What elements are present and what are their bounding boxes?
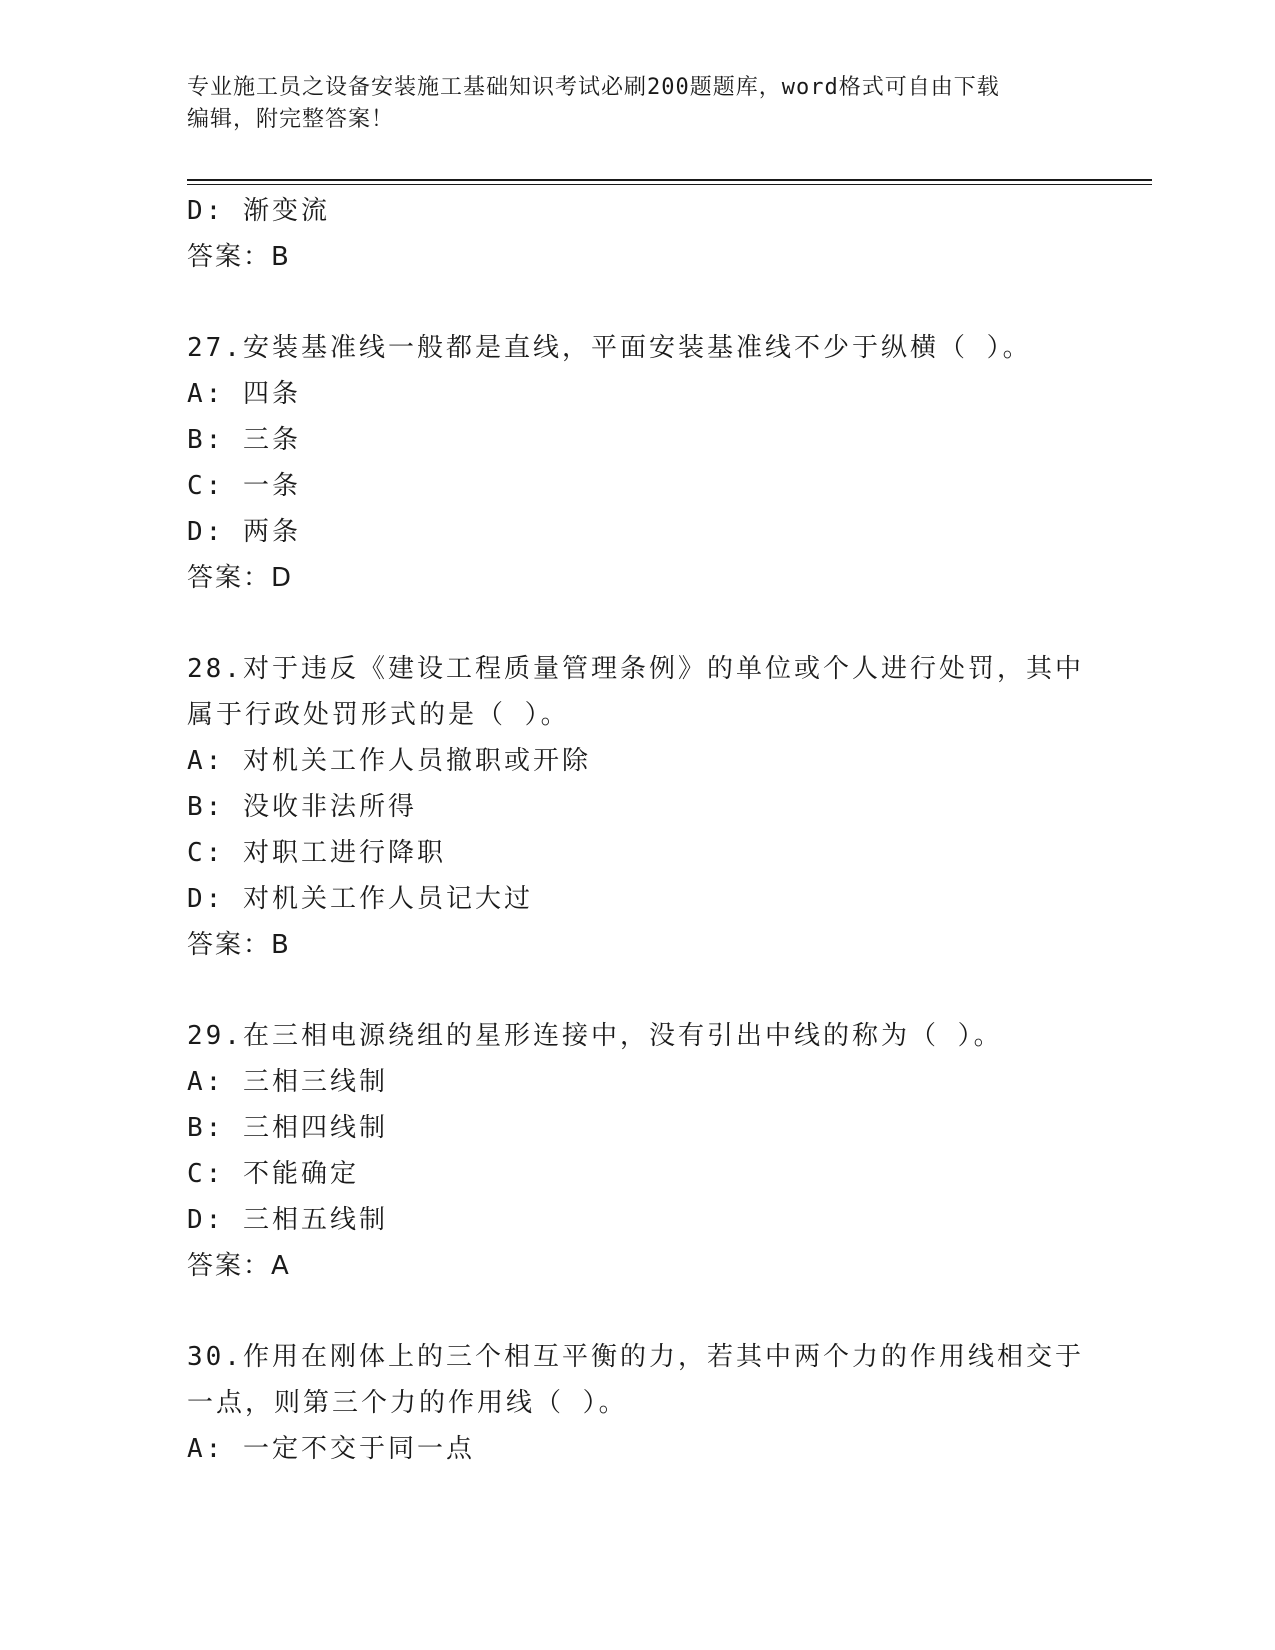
option-c: C: 对职工进行降职: [187, 838, 446, 868]
header-title-line-1: 专业施工员之设备安装施工基础知识考试必刷200题题库，word格式可自由下载: [187, 75, 1000, 100]
option-d: D: 三相五线制: [187, 1205, 388, 1235]
answer-line: 答案：B: [187, 242, 291, 272]
question-29: [187, 1013, 1087, 1289]
answer-line: 答案：B: [187, 930, 291, 960]
option-b: B: 三条: [187, 425, 301, 455]
option-c: C: 一条: [187, 471, 301, 501]
question-text: 28.对于违反《建设工程质量管理条例》的单位或个人进行处罚，其中: [187, 654, 1084, 684]
question-text: 29.在三相电源绕组的星形连接中，没有引出中线的称为（ ）。: [187, 1021, 1003, 1051]
question-text: 30.作用在刚体上的三个相互平衡的力，若其中两个力的作用线相交于: [187, 1342, 1084, 1372]
question-text: 27.安装基准线一般都是直线，平面安装基准线不少于纵横（ ）。: [187, 333, 1032, 363]
option-d: D: 两条: [187, 517, 301, 547]
question-text-cont: 属于行政处罚形式的是（ ）。: [187, 700, 570, 730]
option-d: D: 渐变流: [187, 196, 330, 226]
question-content: [187, 188, 1087, 1472]
option-a: A: 一定不交于同一点: [187, 1434, 475, 1464]
question-28: [187, 646, 1087, 968]
option-a: A: 三相三线制: [187, 1067, 388, 1097]
question-30: [187, 1334, 1087, 1472]
option-b: B: 三相四线制: [187, 1113, 388, 1143]
question-27: [187, 325, 1087, 601]
option-a: A: 四条: [187, 379, 301, 409]
answer-line: 答案：A: [187, 1251, 291, 1281]
question-text-cont: 一点，则第三个力的作用线（ ）。: [187, 1388, 628, 1418]
header-rule-thick: [187, 179, 1152, 181]
header-rule-thin: [187, 184, 1152, 185]
option-b: B: 没收非法所得: [187, 792, 417, 822]
option-d: D: 对机关工作人员记大过: [187, 884, 533, 914]
answer-line: 答案：D: [187, 563, 294, 593]
header-title-line-2: 编辑，附完整答案！: [187, 107, 395, 132]
option-a: A: 对机关工作人员撤职或开除: [187, 746, 591, 776]
option-c: C: 不能确定: [187, 1159, 359, 1189]
document-header: [187, 72, 1087, 136]
